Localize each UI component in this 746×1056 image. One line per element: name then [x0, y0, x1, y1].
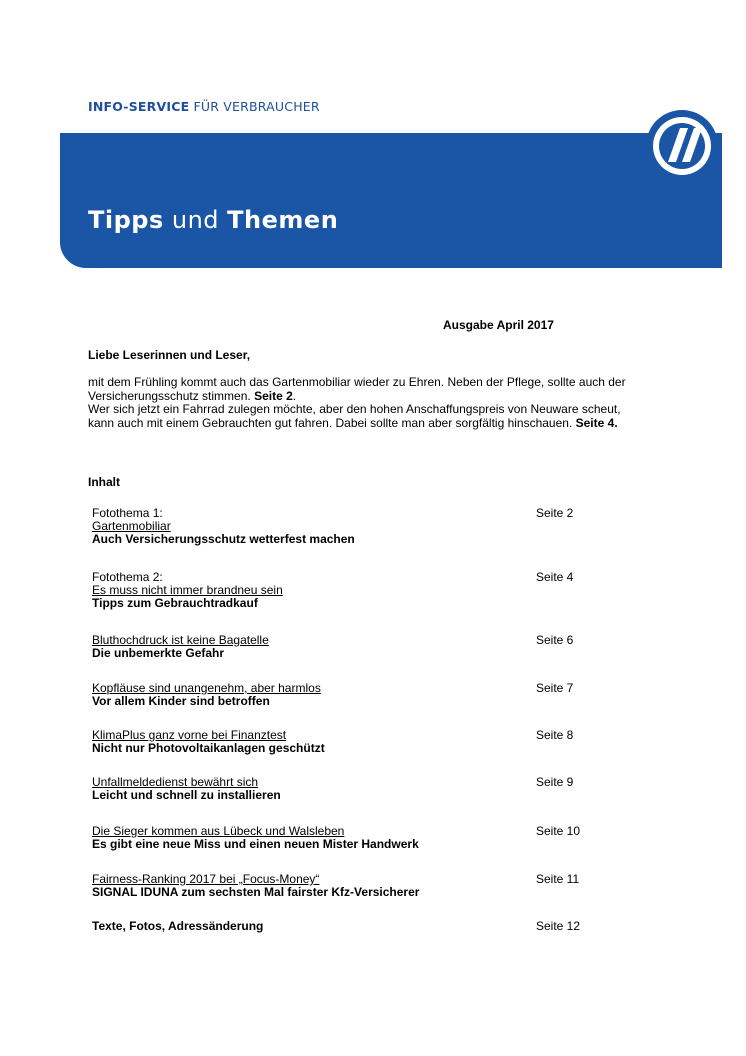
toc-entry	[92, 507, 612, 546]
toc-entry	[92, 729, 612, 755]
title-word-und: und	[163, 206, 228, 234]
intro-paragraph-2: Wer sich jetzt ein Fahrrad zulegen möchte, aber den hohen Anschaffungspreis von Neuware scheut, kann auch mit einem Gebrauchten gut fahren. Dabei sollte man aber sorgfältig hinschauen. Seite 4.	[88, 402, 621, 430]
toc-entry	[92, 682, 612, 708]
toc-link[interactable]: Unfallmeldedienst bewährt sich	[92, 775, 259, 789]
header-tagline	[88, 99, 320, 114]
issue-label: Ausgabe April 2017	[443, 318, 554, 332]
toc-entry	[92, 776, 612, 802]
toc-page-number: Seite 2	[536, 506, 574, 520]
tagline-rest: FÜR VERBRAUCHER	[189, 99, 320, 114]
toc-subtitle: SIGNAL IDUNA zum sechsten Mal fairster Kfz-Versicherer	[92, 885, 420, 899]
toc-subtitle: Leicht und schnell zu installieren	[92, 788, 281, 802]
toc-page-number: Seite 7	[536, 681, 574, 695]
page-reference: Seite 4.	[575, 415, 618, 430]
toc-page-number: Seite 8	[536, 728, 574, 742]
toc-subtitle: Die unbemerkte Gefahr	[92, 646, 225, 660]
title-banner	[60, 133, 722, 268]
toc-link[interactable]: Es muss nicht immer brandneu sein	[92, 583, 283, 597]
toc-kicker: Fotothema 1:	[92, 506, 163, 520]
toc-entry	[92, 873, 612, 899]
toc-page-number: Seite 10	[536, 824, 581, 838]
toc-subtitle: Nicht nur Photovoltaikanlagen geschützt	[92, 741, 325, 755]
toc-entry	[92, 634, 612, 660]
toc-page-number: Seite 9	[536, 775, 574, 789]
title-word-themen: Themen	[227, 206, 339, 234]
toc-subtitle: Es gibt eine neue Miss und einen neuen Mister Handwerk	[92, 837, 419, 851]
toc-page-number: Seite 4	[536, 570, 574, 584]
toc-heading: Inhalt	[88, 475, 120, 489]
toc-page-number: Seite 11	[536, 872, 580, 886]
toc-page-number: Seite 12	[536, 919, 581, 933]
toc-subtitle: Auch Versicherungsschutz wetterfest machen	[92, 532, 355, 546]
toc-link[interactable]: Bluthochdruck ist keine Bagatelle	[92, 633, 269, 647]
intro-text	[88, 376, 648, 430]
toc-link[interactable]: Kopfläuse sind unangenehm, aber harmlos	[92, 681, 321, 695]
toc-entry	[92, 571, 612, 610]
toc-link[interactable]: KlimaPlus ganz vorne bei Finanztest	[92, 728, 287, 742]
title-word-tipps: Tipps	[88, 206, 164, 234]
toc-page-number: Seite 6	[536, 633, 574, 647]
signal-iduna-logo-icon	[644, 108, 720, 184]
toc-subtitle: Tipps zum Gebrauchtradkauf	[92, 596, 258, 610]
toc-link[interactable]: Gartenmobiliar	[92, 519, 171, 533]
toc-entry	[92, 825, 612, 851]
page-reference: Seite 2	[254, 388, 293, 403]
tagline-bold: INFO-SERVICE	[88, 99, 190, 114]
toc-link[interactable]: Fairness-Ranking 2017 bei „Focus-Money“	[92, 872, 320, 886]
toc-subtitle: Texte, Fotos, Adressänderung	[92, 919, 264, 933]
intro-paragraph-1: mit dem Frühling kommt auch das Gartenmobiliar wieder zu Ehren. Neben der Pflege, sollte auch der Versicherungsschutz stimmen. Seite 2.	[88, 375, 626, 403]
page-title	[88, 206, 338, 234]
toc-kicker: Fotothema 2:	[92, 570, 163, 584]
greeting: Liebe Leserinnen und Leser,	[88, 348, 251, 362]
toc-subtitle: Vor allem Kinder sind betroffen	[92, 694, 270, 708]
toc-link[interactable]: Die Sieger kommen aus Lübeck und Walsleben	[92, 824, 345, 838]
toc-entry	[92, 920, 612, 933]
